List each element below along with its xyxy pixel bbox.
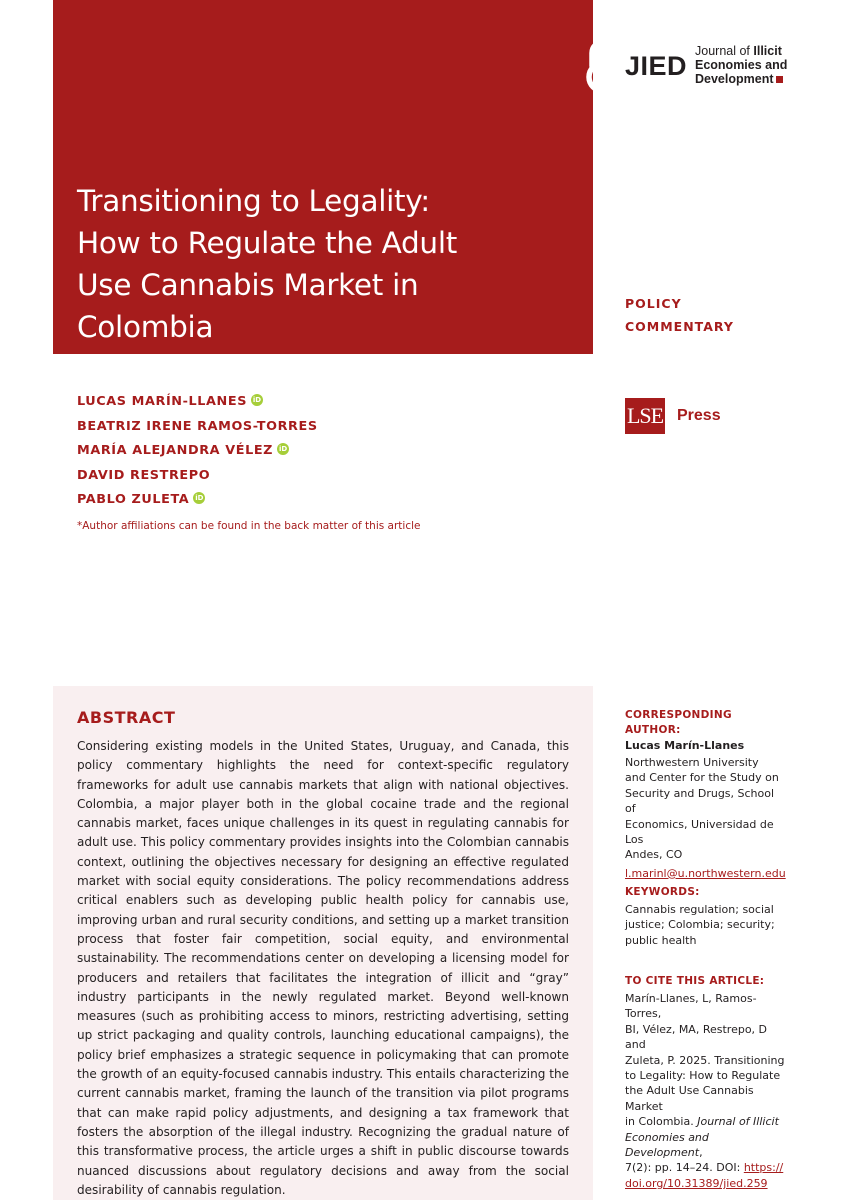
orcid-icon[interactable]: iD <box>252 396 262 404</box>
author <box>77 392 318 417</box>
citation-section <box>625 974 785 1191</box>
author-name: DAVID RESTREPO <box>77 467 211 483</box>
author-name: MARÍA ALEJANDRA VÉLEZ <box>77 443 274 458</box>
journal-name-bold: Illicit <box>753 44 782 58</box>
article-type-line: POLICY <box>625 296 682 311</box>
orcid-icon[interactable]: iD <box>278 445 288 453</box>
journal-logo <box>625 44 825 88</box>
article-type-line: COMMENTARY <box>625 319 734 334</box>
red-square-mark <box>776 76 783 83</box>
journal-name-line3: Development <box>695 72 774 86</box>
keywords-list <box>625 902 785 948</box>
keywords-line: Cannabis regulation; social <box>625 903 774 916</box>
title-line: How to Regulate the Adult <box>77 226 457 260</box>
citation-text <box>625 991 785 1191</box>
address-line: and Center for the Study on <box>625 771 779 785</box>
author-name: PABLO ZULETA <box>77 492 190 507</box>
citation-line: BI, Vélez, MA, Restrepo, D and <box>625 1022 768 1052</box>
citation-line <box>625 1176 785 1191</box>
press-label: Press <box>677 407 721 424</box>
citation-line <box>625 1130 785 1161</box>
journal-name <box>695 44 787 86</box>
citation-comma: , <box>699 1146 703 1160</box>
corresponding-name: Lucas Marín-Llanes <box>625 739 745 752</box>
citation-volume: 7(2): pp. 14–24. DOI: <box>625 1161 744 1175</box>
author <box>77 417 318 442</box>
citation-line: the Adult Use Cannabis Market <box>625 1084 754 1113</box>
citation-journal: Economies and Development <box>625 1130 709 1160</box>
citation-line <box>625 1160 785 1175</box>
author-name: LUCAS MARÍN-LLANES <box>77 394 248 409</box>
corresponding-author-section <box>625 708 785 881</box>
lse-box: LSE <box>625 398 665 434</box>
orcid-icon[interactable]: iD <box>195 494 204 502</box>
open-access-lock-icon <box>581 36 625 96</box>
author <box>77 466 318 491</box>
author <box>77 490 318 515</box>
citation-line-text: in Colombia. <box>625 1115 694 1129</box>
citation-line <box>625 1114 785 1129</box>
doi-link[interactable]: https:// <box>743 1161 784 1175</box>
article-title <box>77 180 547 348</box>
address-line: Northwestern University <box>625 756 759 769</box>
keywords-heading: KEYWORDS: <box>625 886 700 898</box>
author-name: BEATRIZ IRENE RAMOS-TORRES <box>77 418 318 434</box>
journal-abbr: JIED <box>625 51 688 81</box>
title-banner <box>53 0 593 354</box>
corresponding-address <box>625 755 785 863</box>
title-line: Transitioning to Legality: <box>77 184 430 218</box>
doi-link[interactable]: doi.org/10.31389/jied.259 <box>625 1176 768 1190</box>
journal-name-prefix: Journal of <box>695 44 754 58</box>
citation-heading: TO CITE THIS ARTICLE: <box>625 975 765 987</box>
email-link[interactable]: l.marinl@u.northwestern.edu <box>625 866 786 880</box>
abstract-section <box>53 686 593 1200</box>
citation-line: Marín-Llanes, L, Ramos-Torres, <box>625 992 757 1021</box>
author-list <box>77 392 318 515</box>
address-line: Andes, CO <box>625 848 683 862</box>
abstract-heading: ABSTRACT <box>77 708 176 727</box>
citation-line: to Legality: How to Regulate <box>625 1069 781 1083</box>
affiliation-note: *Author affiliations can be found in the back matter of this article <box>77 520 421 532</box>
address-line: Economics, Universidad de Los <box>625 817 774 847</box>
address-line: Security and Drugs, School of <box>625 786 775 816</box>
keywords-line: justice; Colombia; security; <box>625 918 775 932</box>
title-line: Colombia <box>77 310 214 344</box>
citation-journal: Journal of Illicit <box>697 1115 779 1129</box>
keywords-line: public health <box>625 933 697 947</box>
abstract-text: Considering existing models in the United States, Uruguay, and Canada, this policy commentary highlights the need for context-specific regulatory frameworks for adult use cannabis markets that align with national objectives. Colombia, a major player both in the global cocaine trade and the regional cannabis market, faces unique challenges in its quest in regulating cannabis for adult use. This policy commentary provides insights into the Colombian cannabis context, outlining the objectives necessary for designing an effective regulated market with social equity considerations. The policy recommendations address critical enablers such as developing public health policy for cannabis use, improving urban and rural security conditions, and setting up a market transition process that foster fair competition, social equity, and environmental sustainability. The recommendations center on developing a licensing model for producers and retailers that facilitates the integration of illicit and “gray” industry participants in the newly regulated market. Beyond well-known measures (such as prohibiting access to minors, restricting advertising, setting up strict packaging and quality controls, launching educational campaigns), the policy brief emphasizes a strategic sequence in policymaking that can promote the growth of an equity-focused cannabis industry. This entails characterizing the current cannabis market, framing the launch of the transition via pilot programs that can make rapid policy adjustments, and designing a tax framework that fosters the absorption of the illegal industry. Recognizing the gradual nature of this transformative process, the article urges a shift in public discourse towards nuanced discussions about regulatory decisions and away from the social desirability of cannabis regulation. <box>77 739 569 1197</box>
corresponding-heading: CORRESPONDING AUTHOR: <box>625 709 732 736</box>
keywords-section <box>625 885 785 948</box>
journal-name-line2: Economies and <box>695 58 788 72</box>
title-line: Use Cannabis Market in <box>77 268 419 302</box>
citation-line: Zuleta, P. 2025. Transitioning <box>625 1053 785 1067</box>
publisher-logo[interactable] <box>625 398 721 434</box>
article-type <box>625 292 734 338</box>
author <box>77 441 318 466</box>
